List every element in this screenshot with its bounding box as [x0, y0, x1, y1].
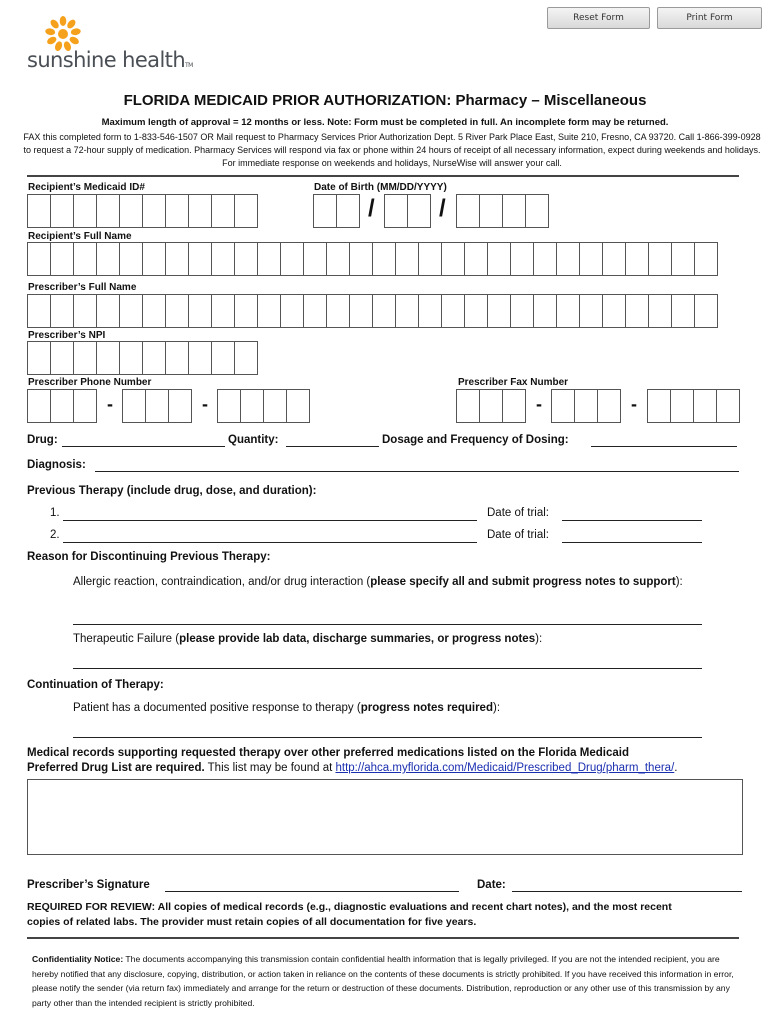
character-box[interactable]: [96, 194, 120, 228]
character-box[interactable]: [716, 389, 740, 423]
character-box[interactable]: [96, 341, 120, 375]
dosage-field[interactable]: [591, 446, 737, 447]
fax-line-boxes[interactable]: [647, 389, 739, 423]
character-box[interactable]: [625, 294, 649, 328]
character-box[interactable]: [326, 294, 350, 328]
character-box[interactable]: [602, 242, 626, 276]
drug-label: Drug:: [27, 434, 58, 446]
character-box[interactable]: [27, 294, 51, 328]
signature-label: Prescriber’s Signature: [27, 879, 150, 891]
character-box[interactable]: [234, 194, 258, 228]
date-slash: /: [439, 195, 446, 222]
character-box[interactable]: [211, 242, 235, 276]
fax-prefix-boxes[interactable]: [551, 389, 620, 423]
character-box[interactable]: [240, 389, 264, 423]
character-box[interactable]: [119, 341, 143, 375]
date-of-trial-2-field[interactable]: [562, 542, 702, 543]
character-box[interactable]: [50, 194, 74, 228]
reason-heading: Reason for Discontinuing Previous Therapy:: [27, 551, 271, 563]
character-box[interactable]: [234, 341, 258, 375]
character-box[interactable]: [27, 389, 51, 423]
character-box[interactable]: [263, 389, 287, 423]
character-box[interactable]: [50, 294, 74, 328]
character-box[interactable]: [188, 341, 212, 375]
character-box[interactable]: [211, 341, 235, 375]
character-box[interactable]: [234, 242, 258, 276]
trademark-mark: TM: [185, 62, 193, 69]
character-box[interactable]: [441, 242, 465, 276]
previous-therapy-heading: Previous Therapy (include drug, dose, and duration):: [27, 485, 317, 497]
divider: [27, 175, 739, 177]
character-box[interactable]: [525, 194, 549, 228]
character-box[interactable]: [579, 242, 603, 276]
logo-wordmark: sunshine healthTM: [27, 48, 193, 72]
character-box[interactable]: [257, 242, 281, 276]
required-review-line-2: copies of related labs. The provider must retain copies of all documentation for five years.: [27, 916, 477, 928]
date-of-trial-1-field[interactable]: [562, 520, 702, 521]
character-box[interactable]: [502, 194, 526, 228]
date-slash: /: [368, 195, 375, 222]
character-box[interactable]: [165, 294, 189, 328]
character-box[interactable]: [73, 194, 97, 228]
character-box[interactable]: [349, 242, 373, 276]
character-box[interactable]: [122, 389, 146, 423]
quantity-field[interactable]: [286, 446, 379, 447]
character-box[interactable]: [464, 242, 488, 276]
character-box[interactable]: [574, 389, 598, 423]
character-box[interactable]: [257, 294, 281, 328]
character-box[interactable]: [96, 294, 120, 328]
reset-form-button[interactable]: Reset Form: [547, 7, 650, 29]
character-box[interactable]: [533, 242, 557, 276]
character-box[interactable]: [326, 242, 350, 276]
print-form-button[interactable]: Print Form: [657, 7, 762, 29]
therapy-item-2-number: 2.: [50, 529, 60, 541]
fax-dash: -: [631, 394, 637, 414]
character-box[interactable]: [693, 389, 717, 423]
form-title: FLORIDA MEDICAID PRIOR AUTHORIZATION: Pharmacy – Miscellaneous: [123, 92, 647, 109]
character-box[interactable]: [647, 389, 671, 423]
divider: [27, 937, 739, 939]
diagnosis-label: Diagnosis:: [27, 459, 86, 471]
phone-prefix-boxes[interactable]: [122, 389, 191, 423]
character-box[interactable]: [303, 294, 327, 328]
character-box[interactable]: [395, 294, 419, 328]
character-box[interactable]: [418, 294, 442, 328]
character-box[interactable]: [303, 242, 327, 276]
medical-records-line-1: Medical records supporting requested therapy over other preferred medications listed on the Florida Medicaid: [27, 747, 629, 759]
medicaid-id-label: Recipient’s Medicaid ID#: [28, 182, 145, 193]
character-box[interactable]: [188, 194, 212, 228]
allergic-reaction-field[interactable]: [73, 624, 702, 625]
dob-year-boxes[interactable]: [456, 194, 548, 228]
date-of-trial-label: Date of trial:: [487, 529, 549, 541]
sun-icon: [41, 16, 85, 52]
character-box[interactable]: [50, 341, 74, 375]
character-box[interactable]: [142, 242, 166, 276]
character-box[interactable]: [597, 389, 621, 423]
character-box[interactable]: [670, 389, 694, 423]
recipient-name-label: Recipient’s Full Name: [28, 231, 132, 242]
character-box[interactable]: [510, 294, 534, 328]
character-box[interactable]: [27, 341, 51, 375]
allergic-reaction-text: Allergic reaction, contraindication, and/or drug interaction (please specify all and submit progress notes to support):: [73, 576, 683, 588]
quantity-label: Quantity:: [228, 434, 279, 446]
character-box[interactable]: [487, 242, 511, 276]
phone-dash: -: [107, 394, 113, 414]
therapy-item-2-field[interactable]: [63, 542, 477, 543]
character-box[interactable]: [73, 242, 97, 276]
character-box[interactable]: [533, 294, 557, 328]
character-box[interactable]: [625, 242, 649, 276]
character-box[interactable]: [280, 294, 304, 328]
character-box[interactable]: [349, 294, 373, 328]
fax-instructions: FAX this completed form to 1-833-546-1507 OR Mail request to Pharmacy Services Prior Authorization Dept. 5 River Park Place East, Suite 210, Fresno, CA 93720. Call 1-866-399-0928 to request a 72-hour supply of medication. Pharmacy Services will respond via fax or phone within 24 hours of receipt of all necessary information, expect during weekends and holidays. For immediate response on weekends and holidays, NurseWise will answer your call.: [23, 132, 761, 168]
character-box[interactable]: [479, 389, 503, 423]
character-box[interactable]: [418, 242, 442, 276]
phone-area-boxes[interactable]: [27, 389, 96, 423]
positive-response-field[interactable]: [73, 737, 702, 738]
character-box[interactable]: [441, 294, 465, 328]
fax-dash: -: [536, 394, 542, 414]
pdl-link[interactable]: http://ahca.myflorida.com/Medicaid/Prescribed_Drug/pharm_thera/: [335, 762, 675, 774]
character-box[interactable]: [234, 294, 258, 328]
approval-note: Maximum length of approval = 12 months or less. Note: Form must be completed in full. An incomplete form may be returned.: [101, 117, 669, 128]
character-box[interactable]: [96, 242, 120, 276]
fax-area-boxes[interactable]: [456, 389, 525, 423]
character-box[interactable]: [479, 194, 503, 228]
medical-records-line-2: Preferred Drug List are required. This list may be found at http://ahca.myflorida.com/Medicaid/Prescribed_Drug/pharm_thera/.: [27, 762, 678, 774]
character-box[interactable]: [119, 294, 143, 328]
therapy-item-1-field[interactable]: [63, 520, 477, 521]
character-box[interactable]: [407, 194, 431, 228]
character-box[interactable]: [464, 294, 488, 328]
character-box[interactable]: [671, 294, 695, 328]
character-box[interactable]: [384, 194, 408, 228]
character-box[interactable]: [217, 389, 241, 423]
therapy-item-1-number: 1.: [50, 507, 60, 519]
character-box[interactable]: [487, 294, 511, 328]
character-box[interactable]: [142, 294, 166, 328]
signature-date-label: Date:: [477, 879, 506, 891]
character-box[interactable]: [188, 242, 212, 276]
character-box[interactable]: [73, 389, 97, 423]
character-box[interactable]: [336, 194, 360, 228]
character-box[interactable]: [73, 341, 97, 375]
character-box[interactable]: [510, 242, 534, 276]
character-box[interactable]: [694, 242, 718, 276]
character-box[interactable]: [556, 294, 580, 328]
character-box[interactable]: [280, 242, 304, 276]
character-box[interactable]: [50, 389, 74, 423]
character-box[interactable]: [165, 194, 189, 228]
character-box[interactable]: [372, 294, 396, 328]
character-box[interactable]: [372, 242, 396, 276]
drug-field[interactable]: [62, 446, 225, 447]
character-box[interactable]: [313, 194, 337, 228]
signature-field[interactable]: [165, 891, 459, 892]
confidentiality-notice: Confidentiality Notice: The documents accompanying this transmission contain confidential health information that is legally privileged. If you are not the intended recipient, you are hereby notified that any disclosure, copying, distribution, or action taken in reliance on the contents of these documents is strictly prohibited. If you have received this information in error, please notify the sender (via return fax) immediately and arrange for the return or destruction of these documents. Distribution, reproduction or any other use of this transmission by any party other than the intended recipient is strictly prohibited.: [32, 954, 734, 1008]
character-box[interactable]: [671, 242, 695, 276]
character-box[interactable]: [119, 242, 143, 276]
character-box[interactable]: [168, 389, 192, 423]
character-box[interactable]: [456, 194, 480, 228]
prescriber-fax-label: Prescriber Fax Number: [458, 377, 569, 388]
dob-month-boxes[interactable]: [313, 194, 359, 228]
character-box[interactable]: [145, 389, 169, 423]
dob-label: Date of Birth (MM/DD/YYYY): [314, 182, 447, 193]
phone-line-boxes[interactable]: [217, 389, 309, 423]
character-box[interactable]: [648, 294, 672, 328]
phone-dash: -: [202, 394, 208, 414]
character-box[interactable]: [286, 389, 310, 423]
character-box[interactable]: [579, 294, 603, 328]
character-box[interactable]: [395, 242, 419, 276]
continuation-heading: Continuation of Therapy:: [27, 679, 164, 691]
dob-day-boxes[interactable]: [384, 194, 430, 228]
prescriber-phone-label: Prescriber Phone Number: [28, 377, 152, 388]
medical-records-textarea[interactable]: [27, 779, 743, 855]
positive-response-text: Patient has a documented positive response to therapy (progress notes required):: [73, 702, 501, 714]
character-box[interactable]: [456, 389, 480, 423]
required-review-line-1: REQUIRED FOR REVIEW: All copies of medical records (e.g., diagnostic evaluations and recent chart notes), and the most recent: [27, 901, 672, 913]
therapeutic-failure-field[interactable]: [73, 668, 702, 669]
therapeutic-failure-text: Therapeutic Failure (please provide lab data, discharge summaries, or progress notes):: [73, 633, 543, 645]
character-box[interactable]: [27, 242, 51, 276]
character-box[interactable]: [188, 294, 212, 328]
character-box[interactable]: [551, 389, 575, 423]
character-box[interactable]: [694, 294, 718, 328]
character-box[interactable]: [648, 242, 672, 276]
character-box[interactable]: [602, 294, 626, 328]
date-of-trial-label: Date of trial:: [487, 507, 549, 519]
character-box[interactable]: [165, 242, 189, 276]
character-box[interactable]: [556, 242, 580, 276]
character-box[interactable]: [211, 294, 235, 328]
character-box[interactable]: [142, 194, 166, 228]
character-box[interactable]: [142, 341, 166, 375]
prescriber-name-boxes[interactable]: [27, 294, 717, 328]
prescriber-npi-label: Prescriber’s NPI: [28, 330, 106, 341]
character-box[interactable]: [27, 194, 51, 228]
character-box[interactable]: [502, 389, 526, 423]
medicaid-id-boxes[interactable]: [27, 194, 257, 228]
character-box[interactable]: [119, 194, 143, 228]
character-box[interactable]: [50, 242, 74, 276]
prescriber-npi-boxes[interactable]: [27, 341, 257, 375]
dosage-label: Dosage and Frequency of Dosing:: [382, 434, 569, 446]
signature-date-field[interactable]: [512, 891, 742, 892]
diagnosis-field[interactable]: [95, 471, 739, 472]
character-box[interactable]: [165, 341, 189, 375]
character-box[interactable]: [73, 294, 97, 328]
recipient-name-boxes[interactable]: [27, 242, 717, 276]
character-box[interactable]: [211, 194, 235, 228]
prescriber-name-label: Prescriber’s Full Name: [28, 282, 137, 293]
